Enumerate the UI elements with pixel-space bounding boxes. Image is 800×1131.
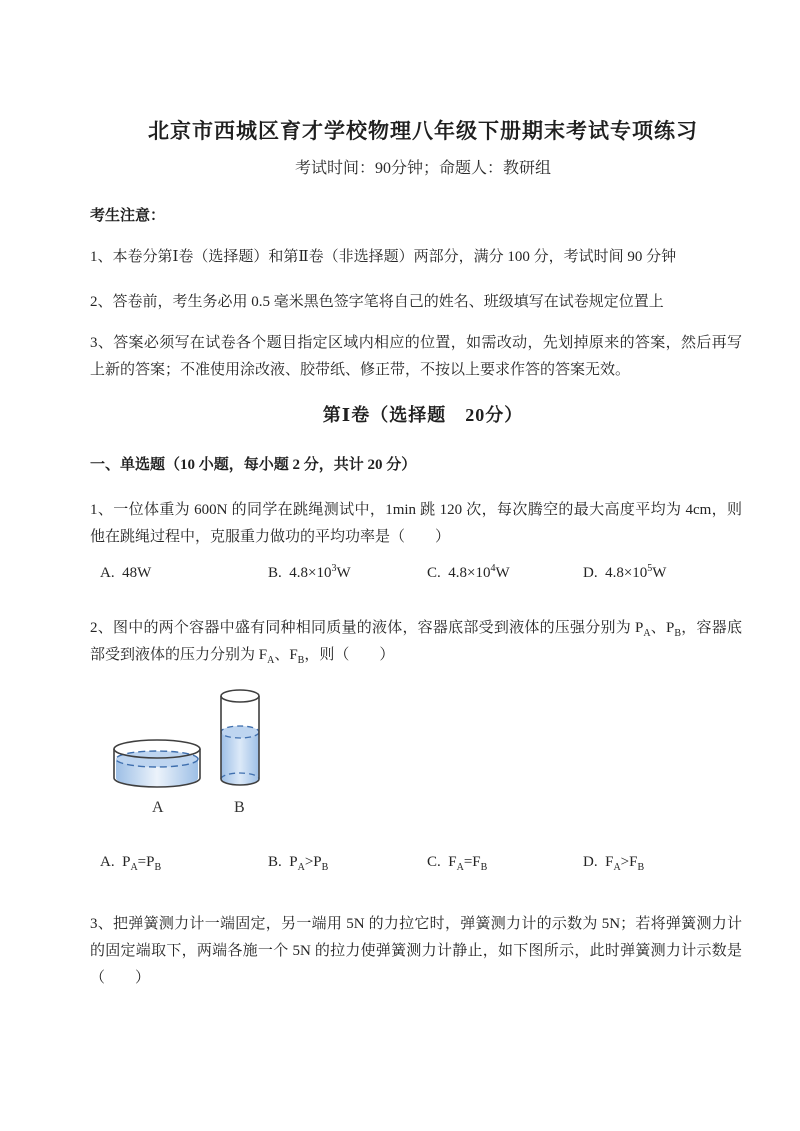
notice-item-1: 1、本卷分第Ⅰ卷（选择题）和第Ⅱ卷（非选择题）两部分，满分 100 分，考试时间 90 分钟 [90,249,677,265]
question-1-text: 1、一位体重为 600N 的同学在跳绳测试中，1min 跳 120 次，每次腾空的最大高度平均为 4cm，则他在跳绳过程中，克服重力做功的平均功率是（ ） [90,502,742,545]
q2-option-a: A. $P_A=P_B$ [100,854,162,873]
q1-option-a: A. 48W [100,565,152,581]
q1-option-d: D. $4.8\times 10^5W$ [583,563,667,581]
containers-diagram [88,681,368,821]
container-b-label: B [234,799,245,816]
page-title: 北京市西城区育才学校物理八年级下册期末考试专项练习 [148,119,698,143]
notice-item-2: 2、答卷前，考生务必用 0.5 毫米黑色签字笔将自己的姓名、班级填写在试卷规定位置上 [90,294,664,310]
container-b-cylinder [221,690,259,785]
q1-option-b: B. $4.8\times 10^3W$ [268,563,351,581]
q2-option-c: C. $F_A=F_B$ [427,854,488,873]
question-2-text: 2、图中的两个容器中盛有同种相同质量的液体，容器底部受到液体的压强分别为 $P_A$、$P_B$，容器底部受到液体的压力分别为 $F_A$、$F_B$，则（ ） [90,620,742,666]
question-3-text: 3、把弹簧测力计一端固定，另一端用 5N 的力拉它时，弹簧测力计的示数为 5N；若将弹簧测力计的固定端取下，两端各施一个 5N 的拉力使弹簧测力计静止，如下图所示，此时弹簧测力计示数是（ ） [90,916,742,986]
container-a-dish [114,740,200,787]
section-1-heading: 第Ⅰ卷（选择题 20分） [322,405,524,425]
q2-option-b: B. $P_A>P_B$ [268,854,329,873]
section-1-subheading: 一、单选题（10 小题，每小题 2 分，共计 20 分） [90,457,417,473]
container-a-label: A [152,799,164,816]
q2-containers-figure [88,681,368,821]
q1-option-c: C. $4.8\times 10^4W$ [427,563,510,581]
notice-heading: 考生注意： [90,208,166,224]
q2-option-d: D. $F_A>F_B$ [583,854,645,873]
question-2-options [90,854,770,875]
notice-item-3: 3、答案必须写在试卷各个题目指定区域内相应的位置，如需改动，先划掉原来的答案，然后再写上新的答案；不准使用涂改液、胶带纸、修正带，不按以上要求作答的答案无效。 [90,335,742,378]
question-1-options [90,565,770,586]
exam-meta: 考试时间：90分钟；命题人：教研组 [294,160,551,177]
